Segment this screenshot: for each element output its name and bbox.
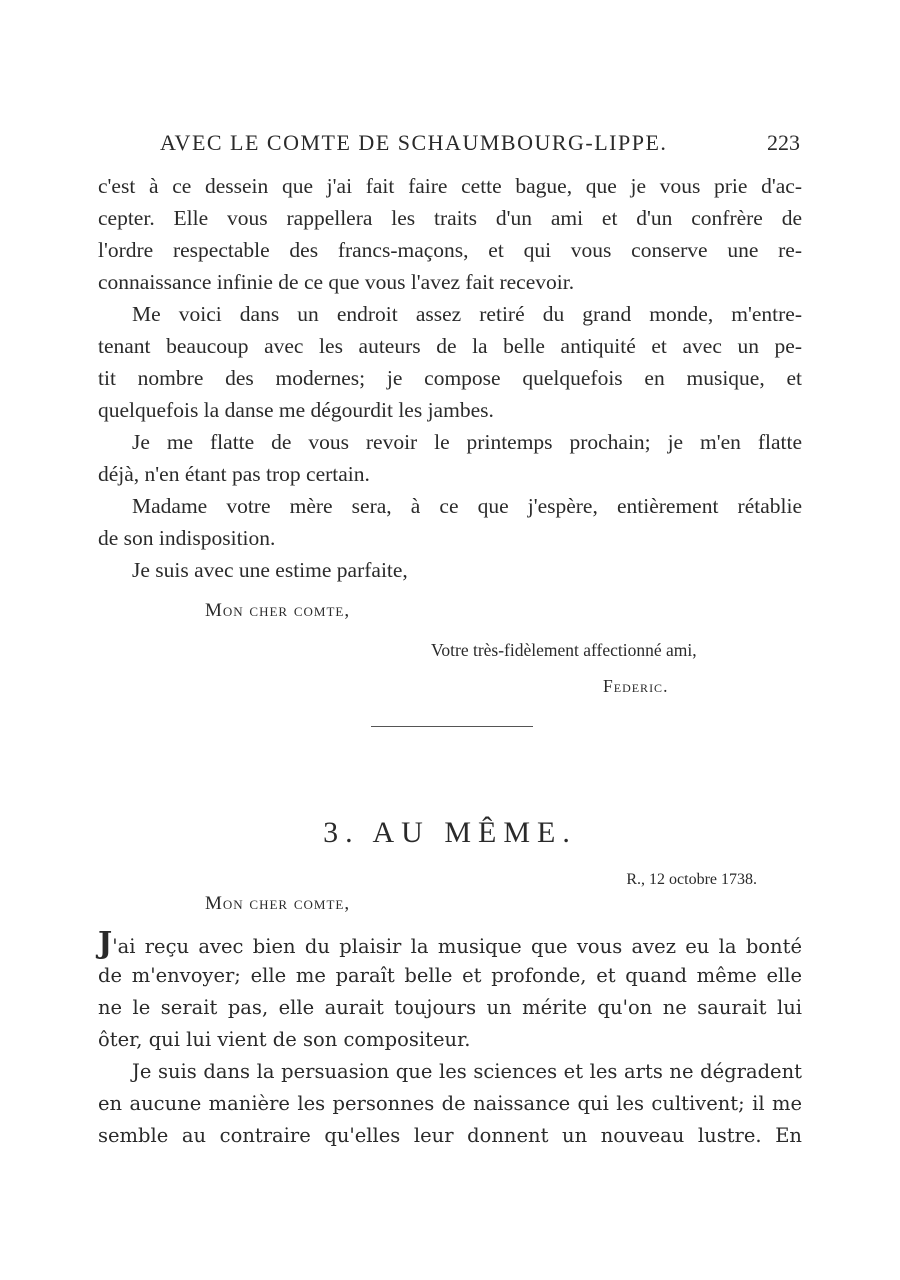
text-line: semble au contraire qu'elles leur donnent un nouveau lustre. En: [98, 1124, 802, 1147]
letter-title: 3. AU MÊME.: [323, 816, 577, 849]
dateline: R., 12 octobre 1738.: [626, 871, 757, 888]
valediction: Votre très-fidèlement affectionné ami,: [431, 640, 697, 660]
page-number: 223: [767, 130, 800, 155]
text-line: Me voici dans un endroit assez retiré du grand monde, m'entre-: [132, 302, 802, 326]
text-line: c'est à ce dessein que j'ai fait faire cette bague, que je vous prie d'ac-: [98, 174, 802, 198]
text-line: Je me flatte de vous revoir le printemps prochain; je m'en flatte: [132, 430, 802, 454]
text-line: Je suis avec une estime parfaite,: [132, 558, 408, 582]
drop-cap: J: [98, 926, 113, 961]
text-line: déjà, n'en étant pas trop certain.: [98, 462, 370, 486]
text-line: l'ordre respectable des francs-maçons, et qui vous conserve une re-: [98, 238, 802, 262]
text-line: tenant beaucoup avec les auteurs de la belle antiquité et avec un pe-: [98, 334, 802, 358]
running-title: AVEC LE COMTE DE SCHAUMBOURG-LIPPE.: [160, 130, 668, 155]
text-line: de m'envoyer; elle me paraît belle et profonde, et quand même elle: [98, 964, 802, 987]
text-line: ôter, qui lui vient de son compositeur.: [98, 1028, 471, 1051]
first-line-text: 'ai reçu avec bien du plaisir la musique que vous avez eu la bonté: [112, 935, 802, 958]
closing-salutation: Mon cher comte,: [205, 600, 351, 621]
text-line: connaissance infinie de ce que vous l'avez fait recevoir.: [98, 270, 575, 294]
text-line: de son indisposition.: [98, 526, 276, 550]
text-line: quelquefois la danse me dégourdit les jambes.: [98, 398, 494, 422]
text-line: en aucune manière les personnes de naissance qui les cultivent; il me: [98, 1092, 802, 1115]
running-header: [160, 130, 800, 160]
text-line: ne le serait pas, elle aurait toujours un mérite qu'on ne saurait lui: [98, 996, 802, 1019]
signature: Federic.: [603, 676, 669, 696]
text-line: Je suis dans la persuasion que les sciences et les arts ne dégradent: [132, 1060, 802, 1083]
section-divider: [371, 726, 533, 727]
text-line: tit nombre des modernes; je compose quelquefois en musique, et: [98, 366, 802, 390]
text-line: cepter. Elle vous rappellera les traits d'un ami et d'un confrère de: [98, 206, 802, 230]
first-text-line: [98, 928, 802, 960]
text-line: Madame votre mère sera, à ce que j'espère, entièrement rétablie: [132, 494, 802, 518]
opening-salutation: Mon cher comte,: [205, 893, 351, 914]
